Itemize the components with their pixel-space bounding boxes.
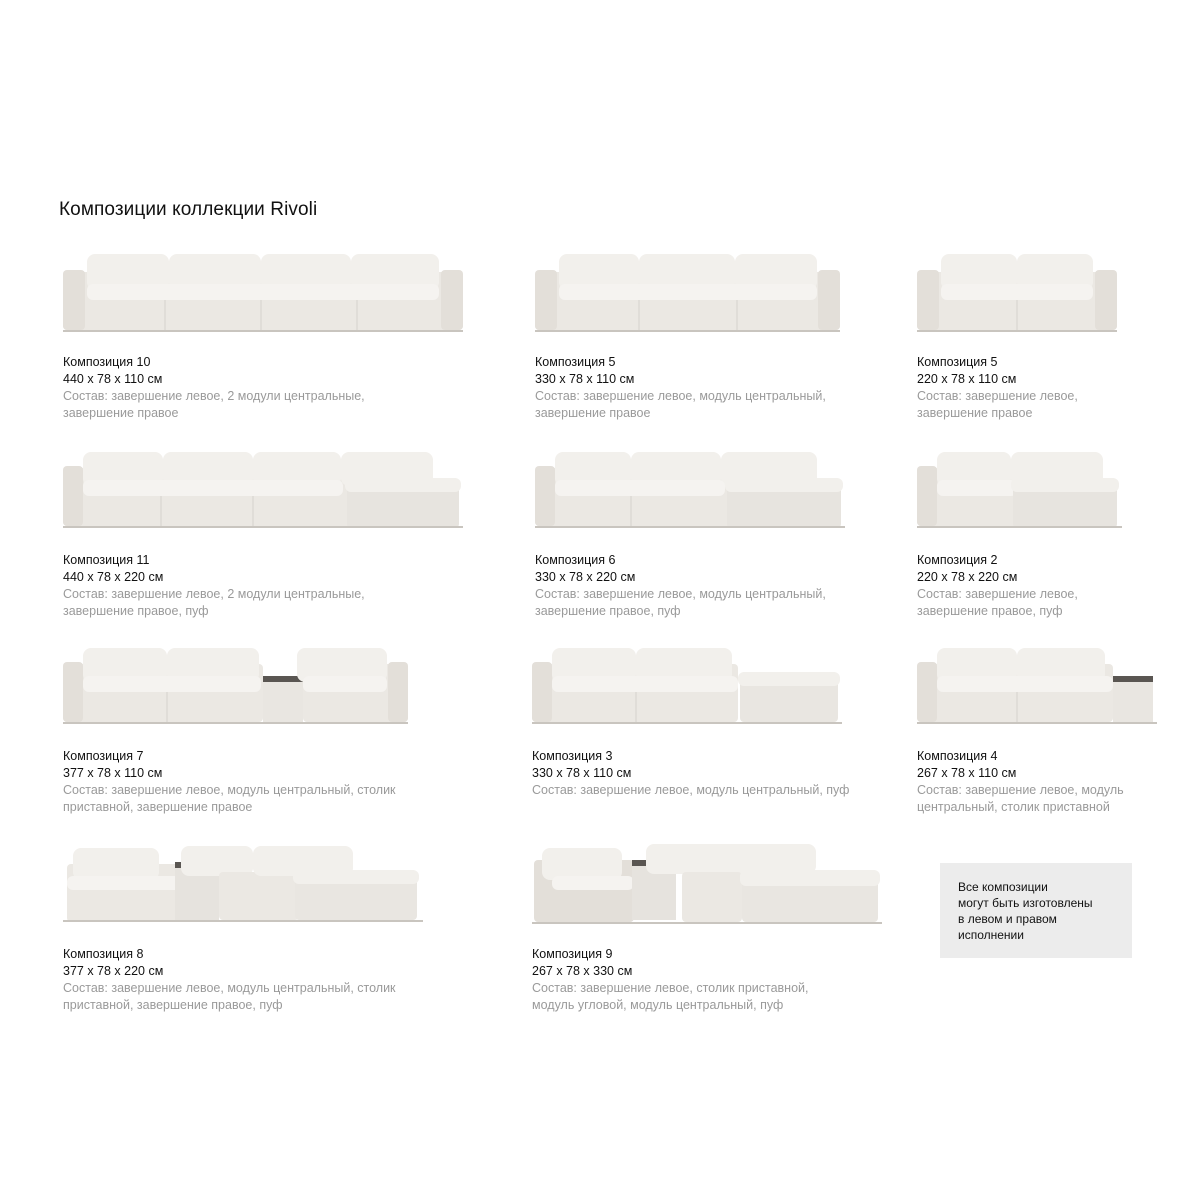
composition-components: Состав: завершение левое, 2 модули центральные, bbox=[63, 587, 365, 601]
note-line: в левом и правом bbox=[958, 912, 1057, 926]
sofa-image bbox=[532, 842, 882, 926]
sofa-image bbox=[535, 450, 845, 530]
composition-card[interactable] bbox=[532, 646, 849, 799]
sofa-image bbox=[917, 646, 1157, 726]
composition-name: Композиция 9 bbox=[532, 947, 613, 961]
composition-name: Композиция 6 bbox=[535, 553, 616, 567]
composition-components: завершение правое bbox=[535, 406, 651, 420]
composition-dimensions: 267 x 78 x 110 см bbox=[917, 766, 1017, 780]
composition-components: завершение правое, пуф bbox=[63, 604, 209, 618]
composition-components: Состав: завершение левое, столик приставной, bbox=[532, 981, 809, 995]
sofa-image bbox=[63, 252, 463, 332]
composition-dimensions: 377 x 78 x 220 см bbox=[63, 964, 164, 978]
composition-card[interactable] bbox=[917, 646, 1157, 816]
sofa-image bbox=[532, 646, 842, 726]
note-line: исполнении bbox=[958, 928, 1024, 942]
composition-components: Состав: завершение левое, модуль центральный, пуф bbox=[532, 783, 850, 797]
composition-card[interactable] bbox=[532, 842, 882, 1014]
composition-card[interactable] bbox=[63, 842, 423, 1014]
sofa-image bbox=[63, 842, 423, 926]
note-line: Все композиции bbox=[958, 880, 1048, 894]
page-title: Композиции коллекции Rivoli bbox=[59, 199, 318, 220]
composition-name: Композиция 11 bbox=[63, 553, 150, 567]
composition-card[interactable] bbox=[63, 450, 463, 620]
composition-components: Состав: завершение левое, 2 модули центральные, bbox=[63, 389, 365, 403]
composition-dimensions: 330 x 78 x 110 см bbox=[532, 766, 632, 780]
composition-name: Композиция 8 bbox=[63, 947, 144, 961]
composition-components: Состав: завершение левое, модуль центральный, bbox=[535, 389, 826, 403]
composition-dimensions: 330 x 78 x 110 см bbox=[535, 372, 635, 386]
composition-name: Композиция 2 bbox=[917, 553, 998, 567]
composition-components: Состав: завершение левое, модуль центральный, столик bbox=[63, 783, 396, 797]
composition-card[interactable] bbox=[917, 252, 1117, 422]
composition-components: Состав: завершение левое, bbox=[917, 587, 1078, 601]
composition-components: центральный, столик приставной bbox=[917, 800, 1110, 814]
composition-dimensions: 440 x 78 x 220 см bbox=[63, 570, 164, 584]
composition-dimensions: 267 x 78 x 330 см bbox=[532, 964, 633, 978]
composition-card[interactable] bbox=[63, 646, 408, 816]
composition-name: Композиция 10 bbox=[63, 355, 151, 369]
composition-name: Композиция 5 bbox=[917, 355, 998, 369]
composition-components: завершение правое bbox=[917, 406, 1033, 420]
composition-dimensions: 220 x 78 x 110 см bbox=[917, 372, 1017, 386]
composition-card[interactable] bbox=[535, 450, 845, 620]
composition-name: Композиция 5 bbox=[535, 355, 616, 369]
composition-name: Композиция 7 bbox=[63, 749, 144, 763]
note-line: могут быть изготовлены bbox=[958, 896, 1093, 910]
composition-components: приставной, завершение правое bbox=[63, 800, 253, 814]
composition-components: Состав: завершение левое, bbox=[917, 389, 1078, 403]
composition-components: Состав: завершение левое, модуль bbox=[917, 783, 1124, 797]
composition-components: модуль угловой, модуль центральный, пуф bbox=[532, 998, 784, 1012]
composition-dimensions: 330 x 78 x 220 см bbox=[535, 570, 636, 584]
composition-components: завершение правое bbox=[63, 406, 179, 420]
info-note bbox=[940, 863, 1132, 958]
composition-dimensions: 220 x 78 x 220 см bbox=[917, 570, 1018, 584]
sofa-image bbox=[63, 450, 463, 530]
sofa-image bbox=[917, 252, 1117, 332]
composition-components: завершение правое, пуф bbox=[917, 604, 1063, 618]
composition-card[interactable] bbox=[917, 450, 1122, 620]
composition-components: приставной, завершение правое, пуф bbox=[63, 998, 283, 1012]
composition-name: Композиция 3 bbox=[532, 749, 613, 763]
composition-components: Состав: завершение левое, модуль центральный, столик bbox=[63, 981, 396, 995]
composition-card[interactable] bbox=[63, 252, 463, 422]
sofa-image bbox=[535, 252, 840, 332]
composition-components: завершение правое, пуф bbox=[535, 604, 681, 618]
composition-components: Состав: завершение левое, модуль центральный, bbox=[535, 587, 826, 601]
composition-dimensions: 440 x 78 x 110 см bbox=[63, 372, 163, 386]
composition-dimensions: 377 x 78 x 110 см bbox=[63, 766, 163, 780]
composition-card[interactable] bbox=[535, 252, 840, 422]
sofa-image bbox=[917, 450, 1122, 530]
composition-name: Композиция 4 bbox=[917, 749, 998, 763]
sofa-image bbox=[63, 646, 408, 726]
